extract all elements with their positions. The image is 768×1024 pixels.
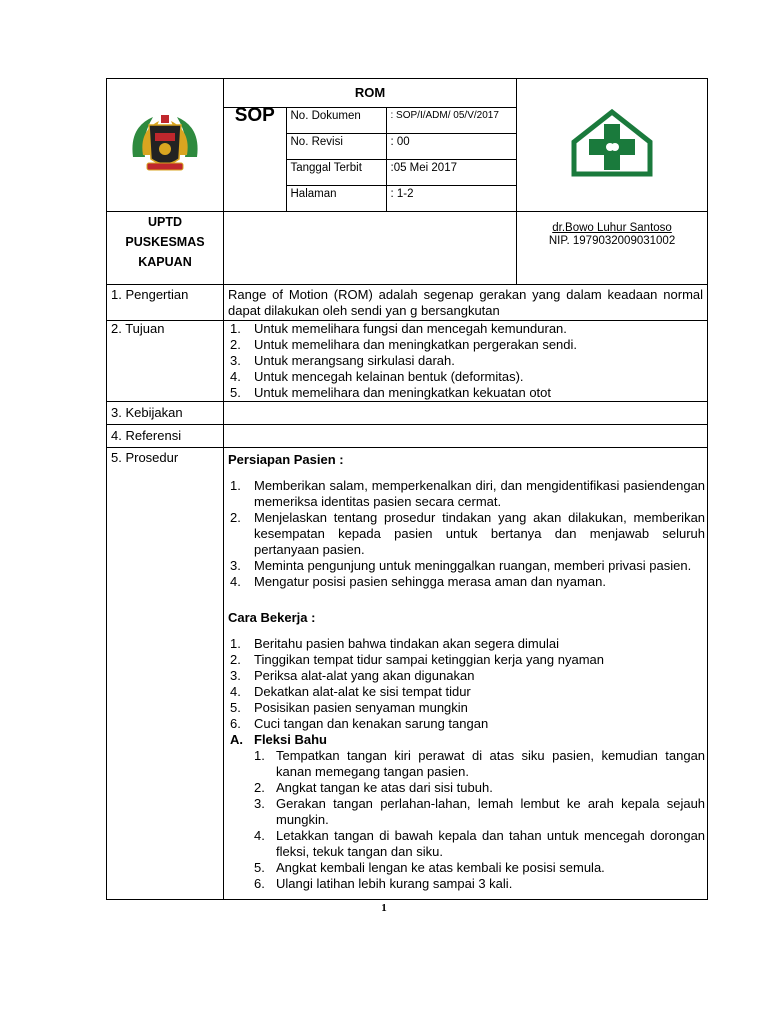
tujuan-list [228,321,703,401]
referensi-content [224,425,708,448]
signer-nip: NIP. 1979032009031002 [548,235,676,247]
list-item: 2. Angkat tangan ke atas dari sisi tubuh. [254,780,493,795]
list-item: 3. Meminta pengunjung untuk meninggalkan ruangan, memberi privasi pasien. [230,558,692,573]
organization-cell [107,212,224,285]
referensi-label: 4. Referensi [107,425,224,448]
field-value-halaman: : 1-2 [386,185,516,211]
cara-list [228,636,705,748]
prosedur-content [224,448,708,900]
document-title: ROM [224,79,516,108]
org-line-3: KAPUAN [138,255,192,269]
list-item: 4. Mengatur posisi pasien sehingga merasa aman dan nyaman. [230,574,606,589]
pengertian-text: Range of Motion (ROM) adalah segenap gerakan yang dalam keadaan normal dapat dilakukan oleh sendi yan g bersangkutan [224,285,708,321]
list-item: 3. Periksa alat-alat yang akan digunakan [230,668,475,683]
field-label-halaman: Halaman [286,185,386,211]
right-logo-cell [517,79,708,212]
fleksi-heading: A. Fleksi Bahu [230,732,327,747]
list-item: 1. Memberikan salam, memperkenalkan diri, dan mengidentifikasi pasiendengan memeriksa identitas pasien secara cermat. [230,478,706,509]
page-number: 1 [381,902,387,914]
tujuan-label: 2. Tujuan [107,321,224,402]
left-logo-cell [107,79,224,212]
sop-table [106,78,708,900]
list-item: 1. Tempatkan tangan kiri perawat di atas siku pasien, kemudian tangan kanan memegang tangan pasien. [254,748,706,779]
signer-name: dr.Bowo Luhur Santoso [552,222,672,234]
list-item: 5. Posisikan pasien senyaman mungkin [230,700,468,715]
list-item: 4. Dekatkan alat-alat ke sisi tempat tidur [230,684,471,699]
puskesmas-logo-icon [570,108,654,178]
list-item: 2. Tinggikan tempat tidur sampai ketinggian kerja yang nyaman [230,652,604,667]
kebijakan-label: 3. Kebijakan [107,402,224,425]
list-item: 6. Cuci tangan dan kenakan sarung tangan [230,716,489,731]
persiapan-title: Persiapan Pasien : [228,452,344,467]
sop-label: SOP [224,108,286,211]
list-item: 5. Angkat kembali lengan ke atas kembali ke posisi semula. [254,860,605,875]
list-item: 3. Untuk merangsang sirkulasi darah. [230,353,455,368]
header-center-cell [224,79,517,212]
list-item: 3. Gerakan tangan perlahan-lahan, lemah lembut ke arah kepala sejauh mungkin. [254,796,706,827]
cara-title: Cara Bekerja : [228,610,316,625]
blank-header-cell [224,212,517,285]
field-label-dokumen: No. Dokumen [286,108,386,133]
list-item: 4. Untuk mencegah kelainan bentuk (deformitas). [230,369,524,384]
signer-cell [517,212,708,285]
field-value-revisi: : 00 [386,133,516,159]
regional-emblem-icon [123,107,207,179]
kebijakan-content [224,402,708,425]
persiapan-list [228,478,705,590]
prosedur-label: 5. Prosedur [107,448,224,900]
list-item: 1. Untuk memelihara fungsi dan mencegah kemunduran. [230,321,567,336]
list-item: 2. Menjelaskan tentang prosedur tindakan yang akan dilakukan, memberikan kesempatan kepada pasien untuk bertanya dan menjawab seluruh pertanyaan pasien. [230,510,706,557]
list-item: 1. Beritahu pasien bahwa tindakan akan segera dimulai [230,636,559,651]
field-label-tanggal: Tanggal Terbit [286,159,386,185]
field-value-tanggal: :05 Mei 2017 [386,159,516,185]
tujuan-content [224,321,708,402]
field-value-dokumen: : SOP/I/ADM/ 05/V/2017 [386,108,516,133]
fleksi-list [228,748,705,892]
field-label-revisi: No. Revisi [286,133,386,159]
list-item: 4. Letakkan tangan di bawah kepala dan tahan untuk mencegah dorongan fleksi, tekuk tangan dan siku. [254,828,706,859]
pengertian-label: 1. Pengertian [107,285,224,321]
org-line-2: PUSKESMAS [125,235,205,249]
org-line-1: UPTD [147,215,183,229]
list-item: 2. Untuk memelihara dan meningkatkan pergerakan sendi. [230,337,578,352]
list-item: 6. Ulangi latihan lebih kurang sampai 3 kali. [254,876,513,891]
list-item: 5. Untuk memelihara dan meningkatkan kekuatan otot [230,385,552,400]
